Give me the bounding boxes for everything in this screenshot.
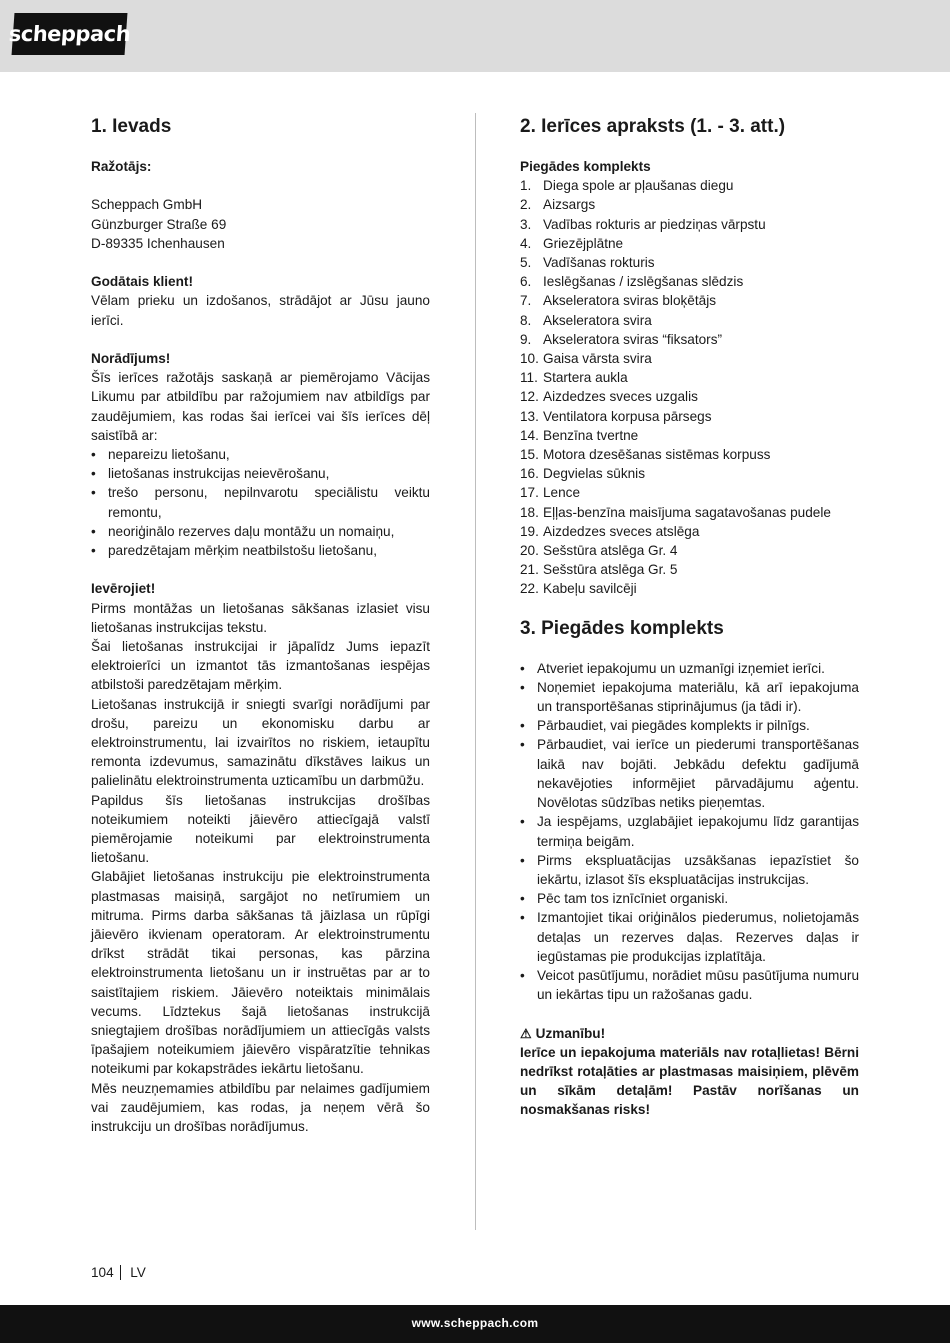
manufacturer-label: Ražotājs:: [91, 159, 152, 174]
list-item: 3. Vadības rokturis ar piedziņas vārpstu: [520, 216, 766, 232]
list-item: • nepareizu lietošanu,: [91, 445, 430, 464]
list-item: • paredzētajam mērķim neatbilstošu lietošanu,: [91, 541, 430, 560]
footer-band: [0, 1305, 950, 1343]
list-item: 22. Kabeļu savilcēji: [520, 581, 637, 597]
list-item: • lietošanas instrukcijas neievērošanu,: [91, 464, 430, 483]
list-item: 12. Aizdedzes sveces uzgalis: [520, 389, 698, 405]
list-item: 13. Ventilatora korpusa pārsegs: [520, 408, 712, 424]
list-item: • Izmantojiet tikai oriģinālos piederumus, nolietojamās detaļas un rezerves daļas. Rezerves daļas ir iegūstamas pie produkcijas izplatītāja.: [520, 908, 859, 966]
list-item: 20. Sešstūra atslēga Gr. 4: [520, 543, 678, 559]
website-link[interactable]: www.scheppach.com: [411, 1316, 539, 1330]
list-item: • Ja iespējams, uzglabājiet iepakojumu līdz garantijas termiņa beigām.: [520, 812, 859, 850]
parts-list: [520, 176, 859, 598]
list-item: • Pēc tam tos iznīcīniet organiski.: [520, 889, 859, 908]
list-item: 17. Lence: [520, 485, 581, 501]
list-item: • Noņemiet iepakojuma materiālu, kā arī iepakojuma un transportēšanas stiprinājumus (ja tādi ir).: [520, 678, 859, 716]
list-item: • Pirms ekspluatācijas uzsākšanas iepazīstiet šo iekārtu, izlasot šīs ekspluatācijas instrukcijas.: [520, 851, 859, 889]
address-line: Scheppach GmbH: [91, 197, 203, 213]
page-number: 104 LV: [91, 1265, 146, 1280]
list-item: • neoriģinālo rezerves daļu montāžu un nomaiņu,: [91, 522, 430, 541]
list-item: 14. Benzīna tvertne: [520, 427, 639, 443]
list-item: 8. Akseleratora svira: [520, 312, 652, 328]
warning-triangle-icon: ⚠: [520, 1025, 532, 1041]
section-title-description: 2. Ierīces apraksts (1. - 3. att.): [520, 116, 786, 137]
paragraph: Šai lietošanas instrukcijai ir jāpalīdz Jums iepazīt elektroierīci un izmantot tās izmantošanas iespējas atbilstoši paredzētajam mērķim.: [91, 639, 430, 693]
delivery-bullet-list: [520, 659, 859, 1005]
dear-customer-label: Godātais klient!: [91, 274, 193, 290]
list-item: 11. Startera aukla: [520, 370, 628, 386]
address-line: Günzburger Straße 69: [91, 216, 227, 232]
note-label: Norādījums!: [91, 350, 171, 366]
list-item: • Pārbaudiet, vai ierīce un piederumi transportēšanas laikā nav bojāti. Jebkādu defektu gadījumā nekavējoties informējiet pārvadājumu aģentu. Novēlotas sūdzības netiks pieņemtas.: [520, 735, 859, 812]
page-separator: [120, 1265, 122, 1280]
list-item: 1. Diega spole ar pļaušanas diegu: [520, 178, 734, 194]
column-divider: [475, 113, 476, 1230]
right-column: [520, 115, 859, 1120]
list-item: 18. Eļļas-benzīna maisījuma sagatavošanas pudele: [520, 504, 831, 520]
paragraph: Lietošanas instrukcijā ir sniegti svarīgi norādījumi par drošu, pareizu un ekonomisku darbu ar elektroinstrumentu, lai izvairītos no riskiem, ietaupītu remonta izdevumus, samazinātu dīkstāves laikus un palielinātu elektroinstrumenta uzticamību un darbmūžu.: [91, 696, 430, 789]
scheppach-logo: scheppach: [12, 13, 128, 55]
list-item: 21. Sešstūra atslēga Gr. 5: [520, 562, 678, 578]
observe-label: Ievērojiet!: [91, 581, 156, 597]
warning-text: Ierīce un iepakojuma materiāls nav rotaļlietas! Bērni nedrīkst rotaļāties ar plastmasas maisiņiem, plēvēm un sīkām detaļām! Pastāv norīšanas un nosmakšanas risks!: [520, 1044, 859, 1118]
list-item: 7. Akseleratora sviras bloķētājs: [520, 293, 717, 309]
list-item: 4. Griezējplātne: [520, 235, 624, 251]
list-item: 2. Aizsargs: [520, 197, 596, 213]
note-text: Šīs ierīces ražotājs saskaņā ar piemērojamo Vācijas Likumu par atbildību par ražojumiem nav atbildīgs par zaudējumiem, kas rodas šai ierīcei vai šīs ierīces dēļ saistībā ar:: [91, 370, 430, 443]
paragraph: Mēs neuzņemamies atbildību par nelaimes gadījumiem vai zaudējumiem, kas rodas, ja neņem vērā šo instrukciju un drošības norādījumus.: [91, 1080, 430, 1135]
list-item: • trešo personu, nepilnvarotu speciālistu veiktu remontu,: [91, 483, 430, 521]
manufacturer-address: [91, 195, 430, 253]
dear-customer-text: Vēlam prieku un izdošanos, strādājot ar Jūsu jauno ierīci.: [91, 293, 430, 328]
list-item: 19. Aizdedzes sveces atslēga: [520, 523, 700, 539]
address-line: D-89335 Ichenhausen: [91, 235, 225, 251]
section-title-delivery: 3. Piegādes komplekts: [520, 617, 724, 639]
list-item: 15. Motora dzesēšanas sistēmas korpuss: [520, 447, 771, 463]
list-item: • Pārbaudiet, vai piegādes komplekts ir pilnīgs.: [520, 716, 859, 735]
paragraph: Papildus šīs lietošanas instrukcijas drošības noteikumiem noteikti jāievēro attiecīgajā valstī piemērojamie noteikumi par elektroinstrumenta lietošanu.: [91, 792, 430, 866]
list-item: 10. Gaisa vārsta svira: [520, 351, 652, 367]
warning-title: ⚠ Uzmanību!: [520, 1024, 859, 1043]
list-item: 16. Degvielas sūknis: [520, 466, 645, 482]
note-bullet-list: [91, 445, 430, 560]
left-column: [91, 115, 430, 1136]
list-item: 5. Vadīšanas rokturis: [520, 255, 655, 271]
header-band: [0, 0, 950, 72]
paragraph: Pirms montāžas un lietošanas sākšanas izlasiet visu lietošanas instrukcijas tekstu.: [91, 600, 430, 635]
delivery-label: Piegādes komplekts: [520, 159, 651, 174]
list-item: • Veicot pasūtījumu, norādiet mūsu pasūtījuma numuru un iekārtas tipu un ražošanas gadu.: [520, 966, 859, 1004]
list-item: • Atveriet iepakojumu un uzmanīgi izņemiet ierīci.: [520, 659, 859, 678]
list-item: 6. Ieslēgšanas / izslēgšanas slēdzis: [520, 274, 744, 290]
paragraph: Glabājiet lietošanas instrukciju pie elektroinstrumenta plastmasas maisiņā, sargājot no netīrumiem un mitruma. Pirms darba sākšanas tā jāizlasa un rūpīgi jāievēro ikvienam operatoram. Ar elektroinstrumentu drīkst strādāt tikai personas, kas pārzina elektroinstrumenta lietošanu un ir instruētas par ar to saistītajiem riskiem. Jāievēro noteiktais minimālais vecums. Līdztekus šajā lietošanas instrukcijā sniegtajiem drošības norādījumiem un attiecīgās valsts īpašajiem noteikumiem jāievēro vispāratzītie tehnikas noteikumi par kokapstrādes iekārtu lietošanu.: [91, 869, 430, 1077]
list-item: 9. Akseleratora sviras “fiksators”: [520, 331, 723, 347]
section-title-introduction: 1. Ievads: [91, 116, 172, 137]
